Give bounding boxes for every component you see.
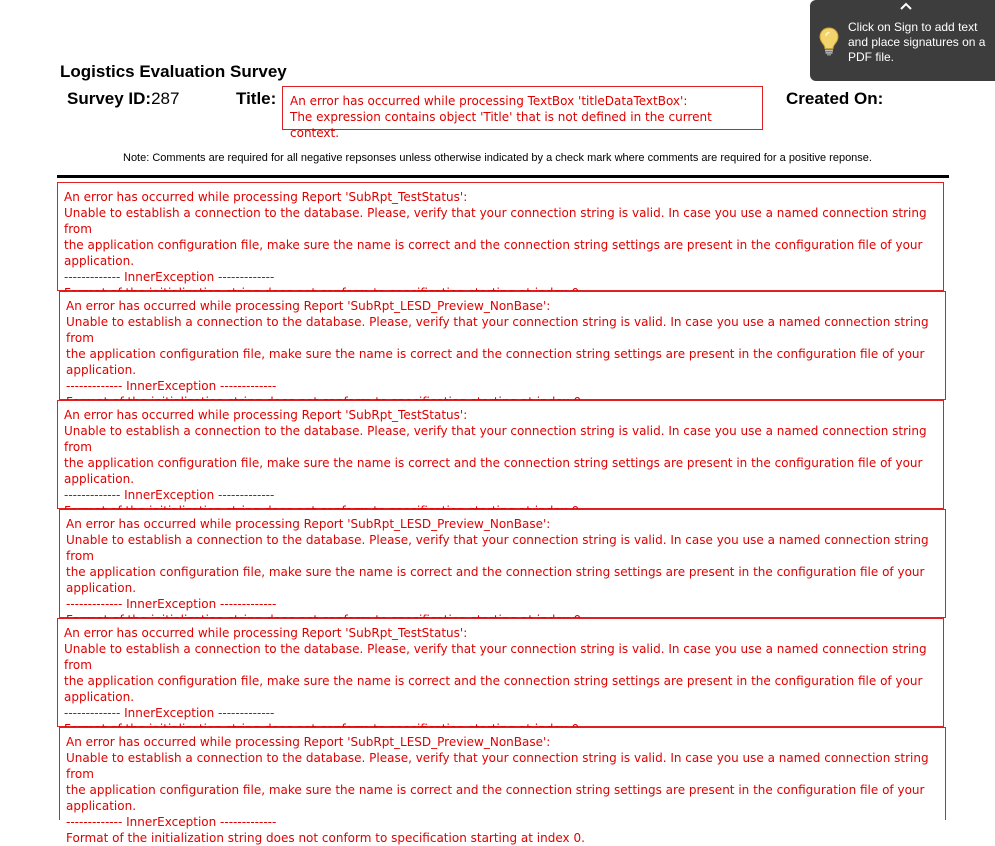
header-divider — [57, 175, 949, 178]
error-body-line-3: application. — [66, 581, 137, 595]
tooltip-text: Click on Sign to add text and place signatures on a PDF file. — [848, 20, 986, 64]
inner-exception-separator: ------------- InnerException ------------- — [64, 706, 275, 720]
error-body-line-3: application. — [66, 363, 137, 377]
report-title: Logistics Evaluation Survey — [60, 62, 287, 81]
error-body-line-3: application. — [64, 472, 135, 486]
error-body-line-3: application. — [64, 254, 135, 268]
error-heading: An error has occurred while processing Report 'SubRpt_LESD_Preview_NonBase': — [66, 299, 551, 313]
error-body-line-1: Unable to establish a connection to the database. Please, verify that your connection string is valid. In case you use a named connection string from — [64, 642, 931, 672]
error-body-line-1: Unable to establish a connection to the database. Please, verify that your connection string is valid. In case you use a named connection string from — [66, 315, 933, 345]
survey-id-label: Survey ID: — [67, 89, 152, 108]
error-body-line-2: the application configuration file, make sure the name is correct and the connection string settings are present in the configuration file of your — [64, 456, 923, 470]
survey-id-value: 287 — [151, 89, 180, 108]
title-label: Title: — [236, 89, 277, 108]
error-format-message: Format of the initialization string does not conform to specification starting at index 0. — [66, 831, 585, 845]
error-body-line-1: Unable to establish a connection to the database. Please, verify that your connection string is valid. In case you use a named connection string from — [66, 751, 933, 781]
error-body-line-3: application. — [64, 690, 135, 704]
inner-exception-separator: ------------- InnerException ------------- — [66, 379, 277, 393]
created-on-label: Created On: — [786, 89, 884, 108]
error-body-line-2: the application configuration file, make sure the name is correct and the connection string settings are present in the configuration file of your — [64, 238, 923, 252]
chevron-up-icon[interactable] — [899, 0, 913, 16]
title-error-line-1: An error has occurred while processing TextBox 'titleDataTextBox': — [290, 94, 688, 108]
error-box-test-status — [57, 182, 944, 291]
inner-exception-separator: ------------- InnerException ------------- — [66, 597, 277, 611]
error-body-line-1: Unable to establish a connection to the database. Please, verify that your connection string is valid. In case you use a named connection string from — [64, 206, 931, 236]
error-heading: An error has occurred while processing Report 'SubRpt_LESD_Preview_NonBase': — [66, 735, 551, 749]
error-body-line-2: the application configuration file, make sure the name is correct and the connection string settings are present in the configuration file of your — [64, 674, 923, 688]
inner-exception-separator: ------------- InnerException ------------- — [66, 815, 277, 829]
error-box-lesd-preview — [59, 509, 946, 618]
error-box-lesd-preview — [59, 291, 946, 400]
error-body-line-3: application. — [66, 799, 137, 813]
error-box-lesd-preview — [59, 727, 946, 845]
error-body-line-2: the application configuration file, make sure the name is correct and the connection string settings are present in the configuration file of your — [66, 347, 925, 361]
survey-id-field — [67, 89, 179, 109]
title-error-box — [282, 86, 763, 140]
error-heading: An error has occurred while processing Report 'SubRpt_TestStatus': — [64, 626, 468, 640]
inner-exception-separator: ------------- InnerException ------------- — [64, 270, 275, 284]
title-error-line-2: The expression contains object 'Title' that is not defined in the current context. — [290, 110, 712, 140]
error-heading: An error has occurred while processing Report 'SubRpt_TestStatus': — [64, 408, 468, 422]
error-body-line-2: the application configuration file, make sure the name is correct and the connection string settings are present in the configuration file of your — [66, 565, 925, 579]
error-box-test-status — [57, 618, 944, 727]
error-box-test-status — [57, 400, 944, 509]
error-body-line-1: Unable to establish a connection to the database. Please, verify that your connection string is valid. In case you use a named connection string from — [64, 424, 931, 454]
error-heading: An error has occurred while processing Report 'SubRpt_LESD_Preview_NonBase': — [66, 517, 551, 531]
error-body-line-2: the application configuration file, make sure the name is correct and the connection string settings are present in the configuration file of your — [66, 783, 925, 797]
lightbulb-icon — [818, 26, 840, 56]
sign-tooltip[interactable] — [810, 0, 995, 81]
inner-exception-separator: ------------- InnerException ------------- — [64, 488, 275, 502]
comments-note: Note: Comments are required for all negative repsonses unless otherwise indicated by a check mark where comments are required for a positive reponse. — [123, 152, 872, 164]
error-heading: An error has occurred while processing Report 'SubRpt_TestStatus': — [64, 190, 468, 204]
error-body-line-1: Unable to establish a connection to the database. Please, verify that your connection string is valid. In case you use a named connection string from — [66, 533, 933, 563]
